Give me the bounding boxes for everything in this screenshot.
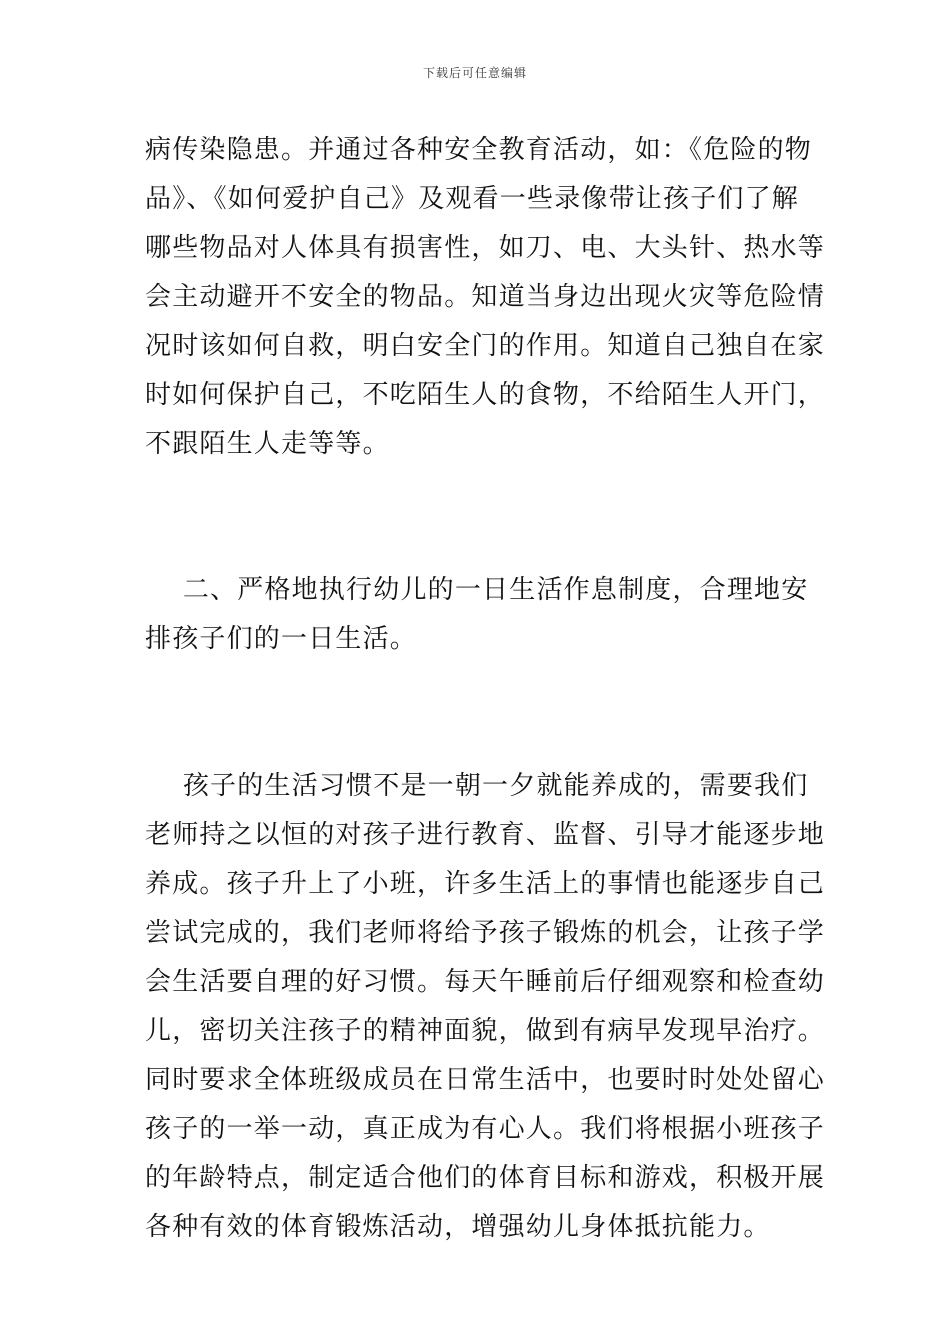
text-line: 病传染隐患。并通过各种安全教育活动，如：《危险的物 [145, 135, 813, 165]
text-line: 不跟陌生人走等等。 [145, 429, 390, 459]
text-line: 会生活要自理的好习惯。每天午睡前后仔细观察和检查幼 [145, 967, 826, 997]
text-line: 儿，密切关注孩子的精神面貌，做到有病早发现早治疗。 [145, 1016, 826, 1046]
text-line: 孩子的一举一动，真正成为有心人。我们将根据小班孩子 [145, 1114, 826, 1144]
text-line: 况时该如何自救，明白安全门的作用。知道自己独自在家 [145, 331, 826, 361]
text-line: 孩子的生活习惯不是一朝一夕就能养成的，需要我们 [145, 771, 809, 801]
page-header-note: 下载后可任意编辑 [422, 66, 527, 80]
text-line: 的年龄特点，制定适合他们的体育目标和游戏，积极开展 [145, 1163, 826, 1193]
text-line: 哪些物品对人体具有损害性，如刀、电、大头针、热水等 [145, 233, 826, 263]
text-line: 各种有效的体育锻炼活动，增强幼儿身体抵抗能力。 [145, 1212, 771, 1242]
paragraph-gap [145, 469, 810, 566]
text-line: 养成。孩子升上了小班，许多生活上的事情也能逐步自己 [145, 869, 826, 899]
text-line: 排孩子们的一日生活。 [145, 624, 418, 654]
document-body [145, 126, 826, 1252]
paragraph-gap [145, 664, 810, 762]
text-line: 时如何保护自己，不吃陌生人的食物，不给陌生人开门， [145, 380, 826, 410]
text-line: 会主动避开不安全的物品。知道当身边出现火灾等危险情 [145, 282, 826, 312]
text-line: 同时要求全体班级成员在日常生活中，也要时时处处留心 [145, 1065, 826, 1095]
text-line: 二、严格地执行幼儿的一日生活作息制度，合理地安 [145, 575, 809, 605]
paragraph-daily-schedule-heading [145, 566, 810, 664]
paragraph-safety-education [145, 126, 826, 469]
text-line: 品》、《如何爱护自己》及观看一些录像带让孩子们了解 [145, 184, 800, 214]
text-line: 尝试完成的，我们老师将给予孩子锻炼的机会，让孩子学 [145, 918, 826, 948]
text-line: 老师持之以恒的对孩子进行教育、监督、引导才能逐步地 [145, 820, 826, 850]
paragraph-living-habits [145, 762, 826, 1252]
